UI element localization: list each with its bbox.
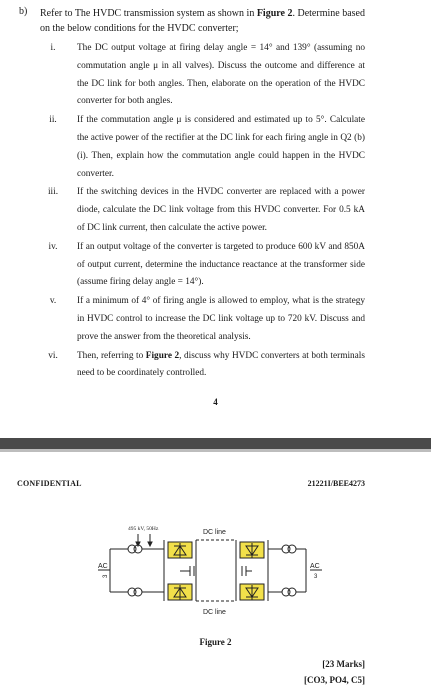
hvdc-circuit-diagram bbox=[90, 518, 330, 628]
item-text: If the switching devices in the HVDC converter are replaced with a power diode, calculate the DC link voltage from this HVDC converter. For 0.5 kA of DC link current, then calculate the active power. bbox=[77, 187, 365, 233]
item-text: If the commutation angle μ is considered and estimated up to 5°. Calculate the active power of the rectifier at the DC link for each firing angle in Q2 (b) (i). Then, explain how the commutation angle could happen in the HVDC converter. bbox=[77, 115, 365, 179]
ac-right-phase: 3 bbox=[314, 574, 318, 580]
sub-question-v bbox=[40, 293, 365, 346]
right-transformer-top bbox=[282, 545, 296, 553]
total-marks: [23 Marks] bbox=[322, 659, 365, 669]
intro-text: Refer to The HVDC transmission system as shown in bbox=[40, 8, 257, 19]
page-number: 4 bbox=[213, 397, 218, 407]
figure-caption: Figure 2 bbox=[199, 637, 232, 647]
ac-left-label: AC bbox=[98, 563, 108, 570]
sub-question-ii bbox=[40, 112, 365, 183]
intro-text-end: . Determine based on the below conditions for the HVDC converter; bbox=[40, 8, 365, 34]
question-intro bbox=[40, 6, 365, 36]
course-outcomes: [CO3, PO4, C5] bbox=[304, 675, 365, 685]
sub-question-i bbox=[40, 40, 365, 111]
marks-block bbox=[304, 656, 365, 688]
sub-question-list bbox=[40, 40, 365, 384]
intro-figure-ref: Figure 2 bbox=[256, 8, 293, 19]
left-transformer-bottom bbox=[128, 588, 142, 596]
item-number: ii. bbox=[49, 115, 57, 126]
supply-arrow-head-right bbox=[148, 542, 152, 546]
item-number: i. bbox=[50, 43, 56, 53]
page-break-shadow bbox=[0, 449, 431, 452]
supply-label: 495 kV, 50Hz bbox=[128, 526, 159, 532]
item-text-end: , discuss why HVDC converters at both terminals need to be coordinately controlled. bbox=[77, 350, 366, 379]
item-text: If a minimum of 4° of firing angle is allowed to employ, what is the strategy in HVDC control to increase the DC link voltage up to 720 kV. Discuss and prove the answer from the theoretical analysis. bbox=[77, 296, 365, 342]
page-break-divider bbox=[0, 438, 431, 449]
item-number: iii. bbox=[47, 187, 59, 198]
item-text: If an output voltage of the converter is targeted to produce 600 kV and 850A of output current, determine the inductance reactance at the transformer side (assume firing delay angle = 14°). bbox=[77, 241, 365, 288]
ac-left-phase: 3 bbox=[103, 574, 109, 578]
ac-right-label: AC bbox=[310, 563, 320, 570]
left-transformer-top bbox=[128, 545, 142, 553]
sub-question-iv bbox=[40, 239, 365, 292]
item-number: iv. bbox=[48, 241, 58, 252]
confidential-label: CONFIDENTIAL bbox=[17, 479, 82, 488]
sub-question-vi bbox=[40, 348, 365, 384]
right-transformer-bottom bbox=[282, 588, 296, 596]
item-number: vi. bbox=[48, 350, 58, 361]
item-text: The DC output voltage at firing delay angle = 14° and 139° (assuming no commutation angle μ in all valves). Discuss the outcome and difference at the DC link for both angles. Then, elaborate on the operation of the HVDC converter for both angles. bbox=[77, 43, 365, 107]
item-text-start: Then, referring to bbox=[77, 350, 146, 361]
item-figure-ref: Figure 2 bbox=[145, 350, 180, 361]
dc-line-top-label: DC line bbox=[203, 529, 226, 536]
question-label: b) bbox=[19, 6, 28, 17]
course-code: 21221I/BEE4273 bbox=[307, 479, 365, 488]
item-number: v. bbox=[49, 296, 57, 307]
sub-question-iii bbox=[40, 184, 365, 237]
item-text bbox=[77, 348, 365, 384]
dc-line-bottom-label: DC line bbox=[203, 609, 226, 616]
